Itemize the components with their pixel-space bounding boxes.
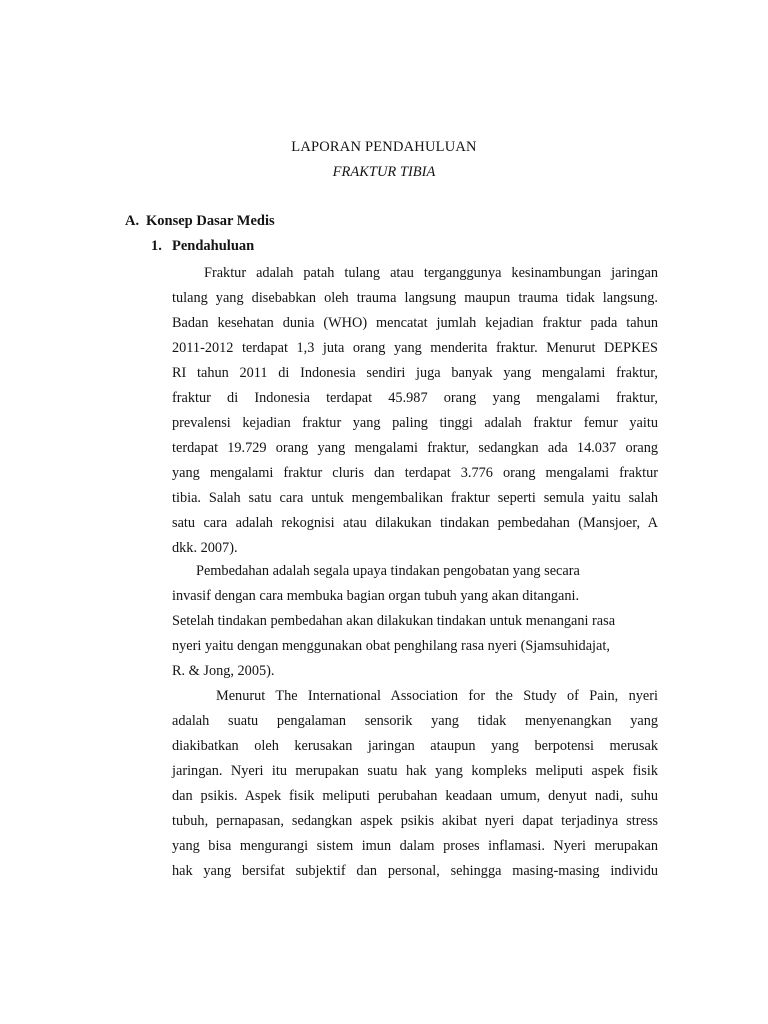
paragraph-line: yang bisa mengurangi sistem imun dalam proses inflamasi. Nyeri merupakan — [172, 838, 658, 854]
subsection-marker: 1. — [151, 238, 162, 254]
paragraph-pembedahan — [172, 559, 630, 684]
paragraph-line: prevalensi kejadian fraktur yang paling tinggi adalah fraktur femur yaitu — [172, 415, 658, 431]
paragraph-line: Setelah tindakan pembedahan akan dilakukan tindakan untuk menangani rasa — [172, 613, 616, 629]
paragraph-fraktur — [172, 261, 658, 561]
paragraph-line: yang mengalami fraktur cluris dan terdapat 3.776 orang mengalami fraktur — [172, 465, 658, 481]
paragraph-line: invasif dengan cara membuka bagian organ tubuh yang akan ditangani. — [172, 588, 580, 604]
paragraph-line: tubuh, pernapasan, sedangkan aspek psikis akibat nyeri dapat terjadinya stress — [172, 813, 658, 829]
document-subtitle: FRAKTUR TIBIA — [332, 164, 436, 180]
paragraph-line: jaringan. Nyeri itu merupakan suatu hak yang kompleks meliputi aspek fisik — [172, 763, 658, 779]
paragraph-line: fraktur di Indonesia terdapat 45.987 orang yang mengalami fraktur, — [172, 390, 658, 406]
paragraph-line: nyeri yaitu dengan menggunakan obat penghilang rasa nyeri (Sjamsuhidajat, — [172, 638, 610, 654]
paragraph-line: tibia. Salah satu cara untuk mengembalikan fraktur seperti semula yaitu salah — [172, 490, 658, 506]
document-title: LAPORAN PENDAHULUAN — [291, 139, 477, 155]
paragraph-line: Fraktur adalah patah tulang atau terganggunya kesinambungan jaringan — [204, 265, 658, 281]
paragraph-line: Menurut The International Association for the Study of Pain, nyeri — [216, 688, 658, 704]
section-heading — [125, 211, 275, 231]
paragraph-nyeri — [172, 684, 658, 884]
paragraph-line: adalah suatu pengalaman sensorik yang tidak menyenangkan yang — [172, 713, 658, 729]
section-label: Konsep Dasar Medis — [146, 213, 275, 229]
paragraph-line: 2011-2012 terdapat 1,3 juta orang yang menderita fraktur. Menurut DEPKES — [172, 340, 658, 356]
paragraph-line: RI tahun 2011 di Indonesia sendiri juga banyak yang mengalami fraktur, — [172, 365, 658, 381]
paragraph-line: dkk. 2007). — [172, 540, 238, 556]
paragraph-line: diakibatkan oleh kerusakan jaringan ataupun yang berpotensi merusak — [172, 738, 658, 754]
subsection-label: Pendahuluan — [172, 238, 255, 254]
paragraph-line: satu cara adalah rekognisi atau dilakukan tindakan pembedahan (Mansjoer, A — [172, 515, 658, 531]
paragraph-line: dan psikis. Aspek fisik meliputi perubahan keadaan umum, denyut nadi, suhu — [172, 788, 658, 804]
paragraph-line: Pembedahan adalah segala upaya tindakan pengobatan yang secara — [196, 563, 580, 579]
paragraph-line: terdapat 19.729 orang yang mengalami fraktur, sedangkan ada 14.037 orang — [172, 440, 658, 456]
paragraph-line: Badan kesehatan dunia (WHO) mencatat jumlah kejadian fraktur pada tahun — [172, 315, 658, 331]
paragraph-line: tulang yang disebabkan oleh trauma langsung maupun trauma tidak langsung. — [172, 290, 658, 306]
section-marker: A. — [125, 213, 140, 229]
subsection-heading — [151, 236, 254, 256]
paragraph-line: hak yang bersifat subjektif dan personal, sehingga masing-masing individu — [172, 863, 658, 879]
paragraph-line: R. & Jong, 2005). — [172, 663, 275, 679]
